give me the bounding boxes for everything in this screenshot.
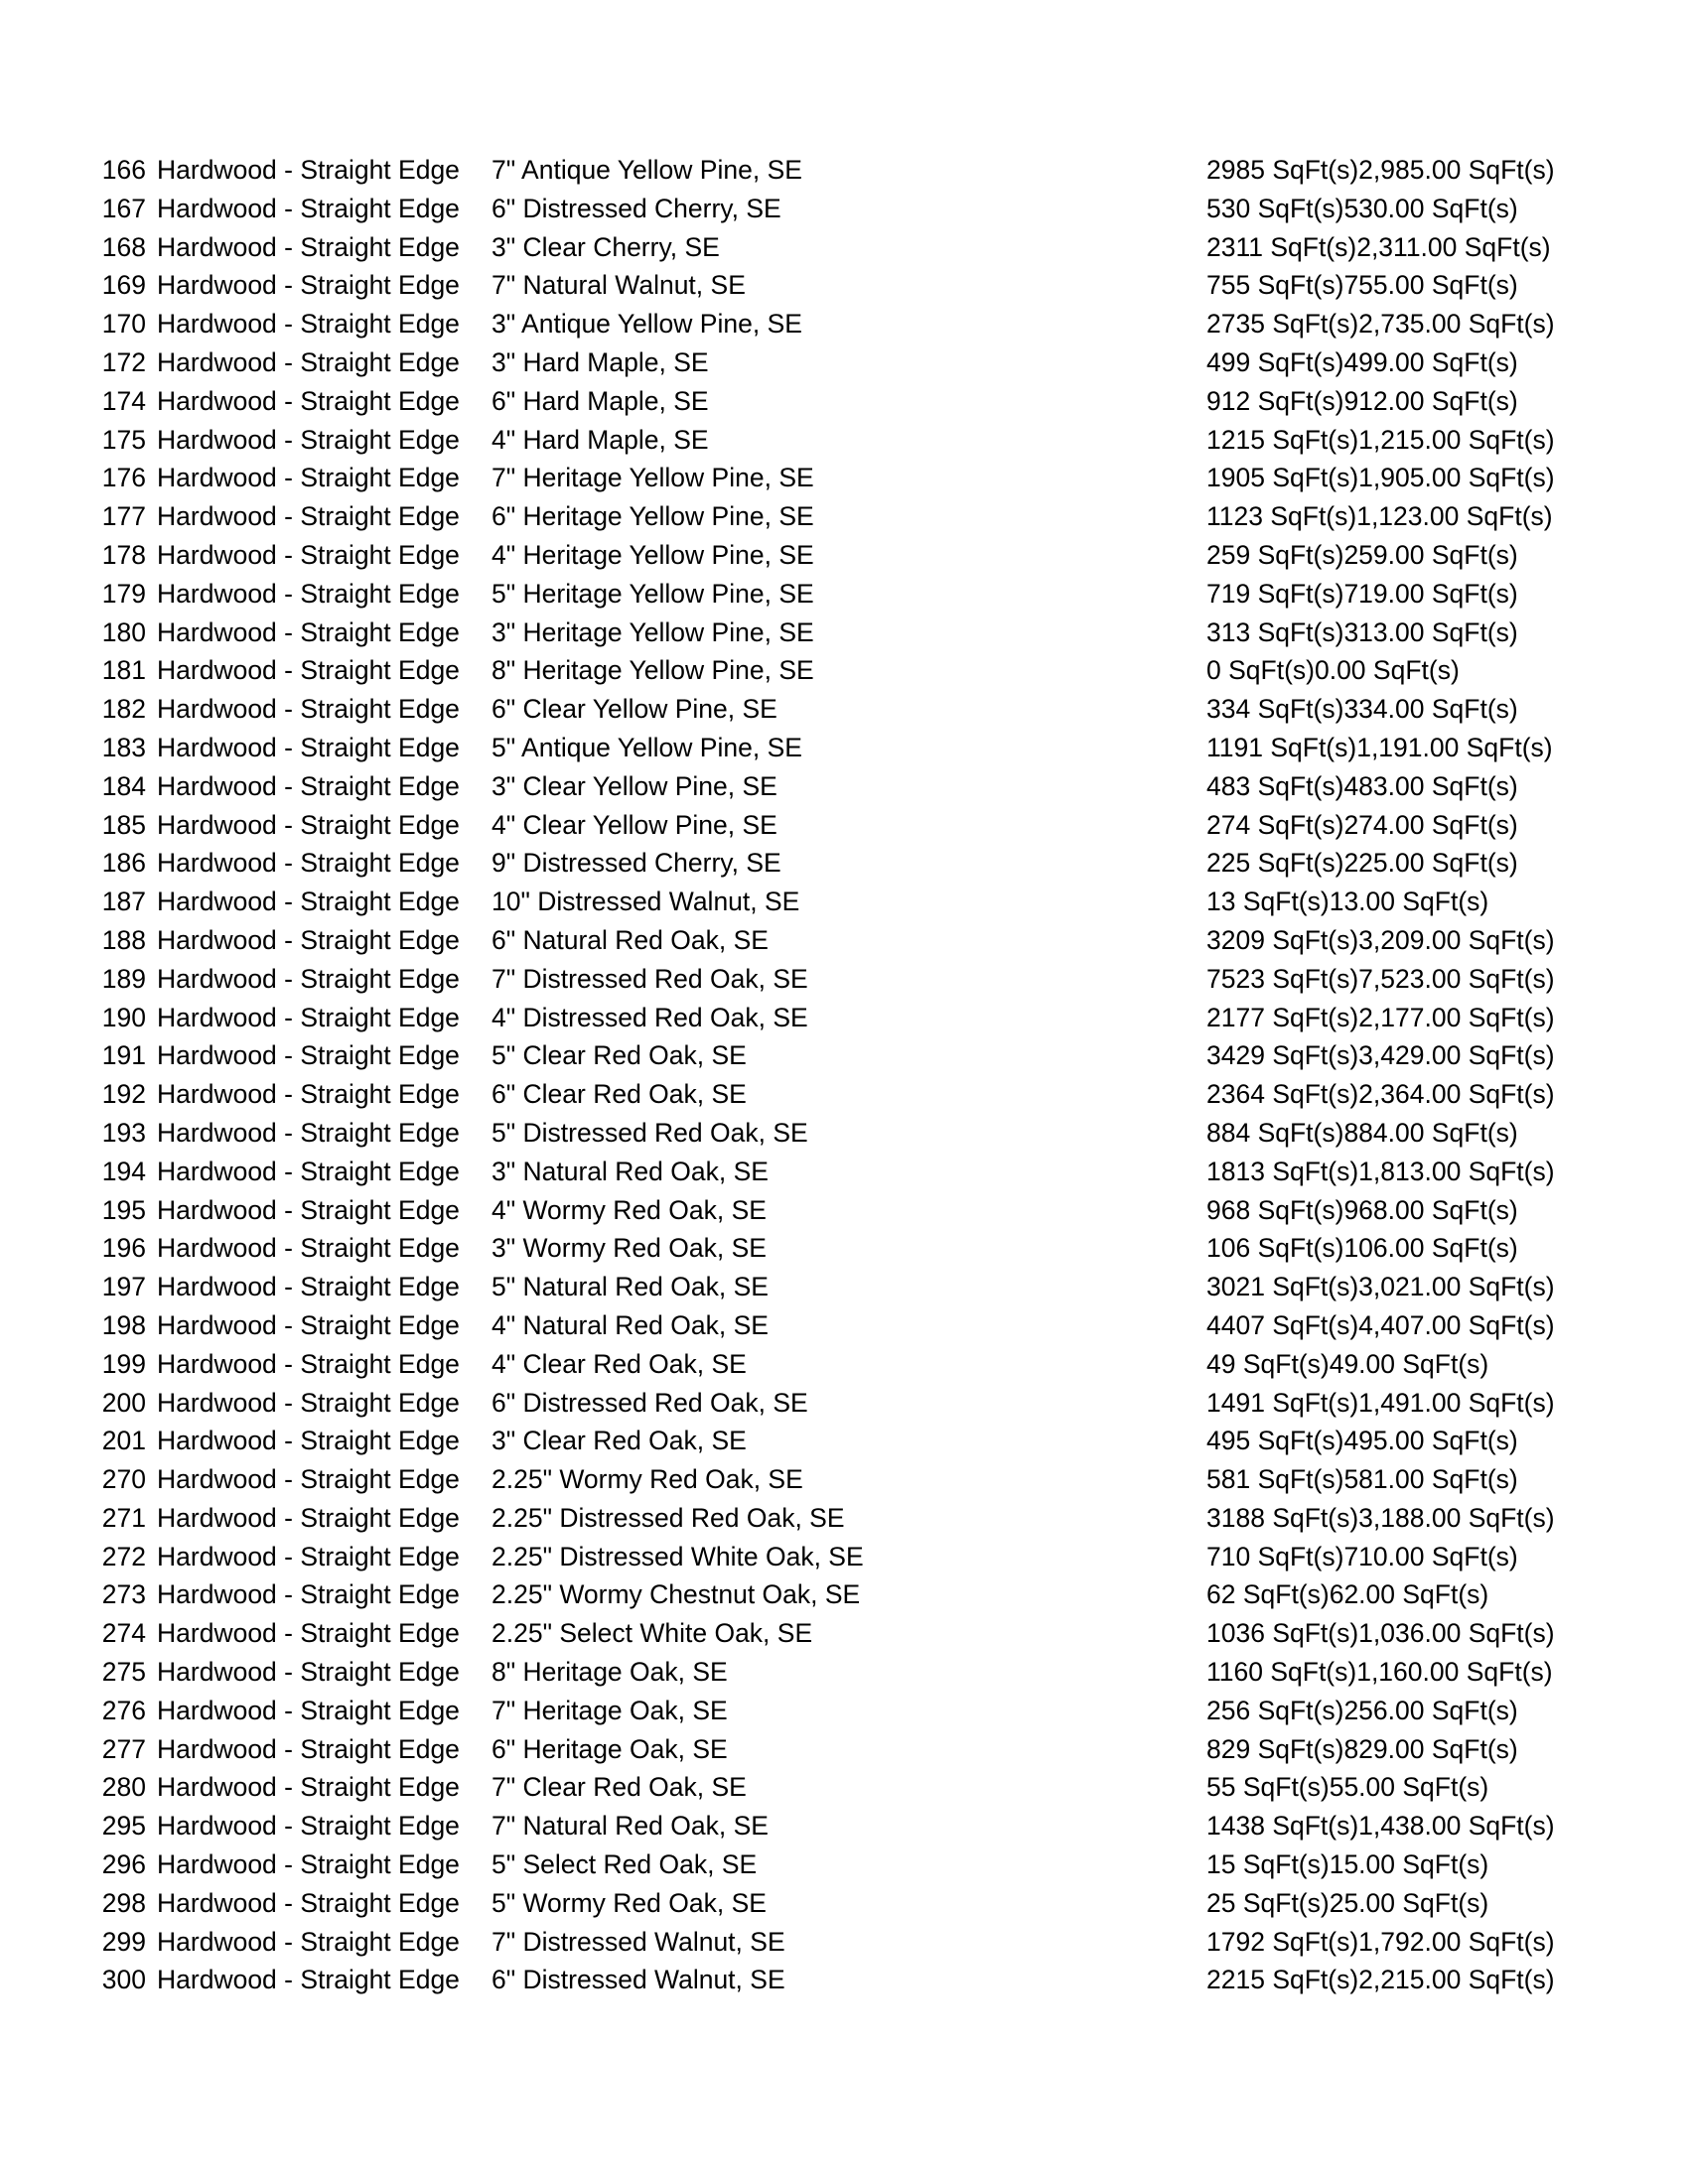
inventory-row	[0, 729, 1688, 767]
item-quantity: 1160 SqFt(s)1,160.00 SqFt(s)	[1206, 1657, 1553, 1688]
item-quantity: 334 SqFt(s)334.00 SqFt(s)	[1206, 694, 1518, 725]
item-description: 4" Hard Maple, SE	[492, 424, 709, 455]
item-category: Hardwood - Straight Edge	[157, 1156, 460, 1186]
item-quantity: 2311 SqFt(s)2,311.00 SqFt(s)	[1206, 231, 1551, 262]
inventory-row	[0, 228, 1688, 267]
item-category: Hardwood - Straight Edge	[157, 616, 460, 647]
item-number: 295	[101, 1811, 146, 1842]
item-quantity: 62 SqFt(s)62.00 SqFt(s)	[1206, 1579, 1489, 1610]
item-number: 276	[101, 1695, 146, 1725]
inventory-row	[0, 883, 1688, 921]
item-description: 5" Heritage Yellow Pine, SE	[492, 578, 814, 609]
item-number: 275	[101, 1657, 146, 1688]
inventory-row	[0, 1036, 1688, 1075]
item-quantity: 313 SqFt(s)313.00 SqFt(s)	[1206, 616, 1518, 647]
item-number: 299	[101, 1926, 146, 1957]
item-quantity: 2215 SqFt(s)2,215.00 SqFt(s)	[1206, 1965, 1555, 1995]
inventory-row	[0, 1345, 1688, 1384]
inventory-row	[0, 1268, 1688, 1306]
item-description: 2.25" Distressed White Oak, SE	[492, 1541, 864, 1571]
inventory-row	[0, 1538, 1688, 1576]
item-category: Hardwood - Straight Edge	[157, 1426, 460, 1456]
inventory-row	[0, 1460, 1688, 1499]
item-quantity: 719 SqFt(s)719.00 SqFt(s)	[1206, 578, 1518, 609]
item-category: Hardwood - Straight Edge	[157, 887, 460, 917]
inventory-row	[0, 497, 1688, 536]
item-quantity: 483 SqFt(s)483.00 SqFt(s)	[1206, 770, 1518, 801]
item-number: 172	[101, 346, 146, 377]
inventory-row	[0, 1807, 1688, 1845]
item-number: 296	[101, 1849, 146, 1880]
item-number: 193	[101, 1117, 146, 1148]
inventory-row	[0, 343, 1688, 382]
item-number: 272	[101, 1541, 146, 1571]
item-description: 4" Distressed Red Oak, SE	[492, 1002, 808, 1032]
item-description: 7" Distressed Red Oak, SE	[492, 963, 808, 994]
item-category: Hardwood - Straight Edge	[157, 1387, 460, 1418]
item-category: Hardwood - Straight Edge	[157, 1272, 460, 1302]
item-quantity: 829 SqFt(s)829.00 SqFt(s)	[1206, 1733, 1518, 1764]
inventory-row	[0, 536, 1688, 575]
inventory-row	[0, 1499, 1688, 1538]
item-description: 4" Heritage Yellow Pine, SE	[492, 539, 814, 570]
item-number: 300	[101, 1965, 146, 1995]
item-number: 298	[101, 1887, 146, 1918]
inventory-row	[0, 305, 1688, 343]
item-description: 8" Heritage Oak, SE	[492, 1657, 728, 1688]
inventory-row	[0, 1653, 1688, 1692]
item-quantity: 13 SqFt(s)13.00 SqFt(s)	[1206, 887, 1489, 917]
item-quantity: 3429 SqFt(s)3,429.00 SqFt(s)	[1206, 1040, 1555, 1071]
item-category: Hardwood - Straight Edge	[157, 385, 460, 416]
item-number: 182	[101, 694, 146, 725]
item-description: 3" Clear Red Oak, SE	[492, 1426, 747, 1456]
inventory-list	[0, 151, 1688, 1999]
item-description: 5" Clear Red Oak, SE	[492, 1040, 747, 1071]
item-quantity: 274 SqFt(s)274.00 SqFt(s)	[1206, 809, 1518, 840]
item-quantity: 710 SqFt(s)710.00 SqFt(s)	[1206, 1541, 1518, 1571]
inventory-row	[0, 575, 1688, 614]
inventory-row	[0, 921, 1688, 960]
item-quantity: 499 SqFt(s)499.00 SqFt(s)	[1206, 346, 1518, 377]
inventory-row	[0, 651, 1688, 690]
item-category: Hardwood - Straight Edge	[157, 1733, 460, 1764]
item-category: Hardwood - Straight Edge	[157, 270, 460, 301]
item-category: Hardwood - Straight Edge	[157, 1464, 460, 1495]
item-number: 191	[101, 1040, 146, 1071]
inventory-row	[0, 382, 1688, 421]
item-number: 194	[101, 1156, 146, 1186]
item-category: Hardwood - Straight Edge	[157, 732, 460, 762]
item-category: Hardwood - Straight Edge	[157, 231, 460, 262]
item-description: 6" Distressed Walnut, SE	[492, 1965, 785, 1995]
item-description: 3" Hard Maple, SE	[492, 346, 709, 377]
item-number: 189	[101, 963, 146, 994]
inventory-row	[0, 1306, 1688, 1345]
item-description: 5" Distressed Red Oak, SE	[492, 1117, 808, 1148]
item-description: 8" Heritage Yellow Pine, SE	[492, 655, 814, 686]
item-description: 4" Clear Red Oak, SE	[492, 1348, 747, 1379]
inventory-row	[0, 1730, 1688, 1769]
item-description: 6" Clear Yellow Pine, SE	[492, 694, 777, 725]
item-quantity: 1123 SqFt(s)1,123.00 SqFt(s)	[1206, 501, 1553, 532]
item-category: Hardwood - Straight Edge	[157, 770, 460, 801]
item-number: 186	[101, 848, 146, 879]
item-quantity: 1905 SqFt(s)1,905.00 SqFt(s)	[1206, 463, 1555, 493]
item-number: 169	[101, 270, 146, 301]
item-category: Hardwood - Straight Edge	[157, 1309, 460, 1340]
item-category: Hardwood - Straight Edge	[157, 424, 460, 455]
inventory-row	[0, 1075, 1688, 1114]
item-number: 271	[101, 1502, 146, 1533]
item-quantity: 755 SqFt(s)755.00 SqFt(s)	[1206, 270, 1518, 301]
item-category: Hardwood - Straight Edge	[157, 1348, 460, 1379]
item-number: 184	[101, 770, 146, 801]
item-category: Hardwood - Straight Edge	[157, 809, 460, 840]
item-category: Hardwood - Straight Edge	[157, 963, 460, 994]
item-category: Hardwood - Straight Edge	[157, 1849, 460, 1880]
item-category: Hardwood - Straight Edge	[157, 1772, 460, 1803]
item-quantity: 1438 SqFt(s)1,438.00 SqFt(s)	[1206, 1811, 1555, 1842]
item-quantity: 1813 SqFt(s)1,813.00 SqFt(s)	[1206, 1156, 1555, 1186]
inventory-row	[0, 960, 1688, 999]
item-description: 7" Natural Red Oak, SE	[492, 1811, 769, 1842]
inventory-row	[0, 1422, 1688, 1460]
inventory-row	[0, 1153, 1688, 1191]
item-quantity: 3209 SqFt(s)3,209.00 SqFt(s)	[1206, 924, 1555, 955]
item-number: 201	[101, 1426, 146, 1456]
item-number: 174	[101, 385, 146, 416]
inventory-row	[0, 1923, 1688, 1962]
item-number: 273	[101, 1579, 146, 1610]
item-number: 196	[101, 1233, 146, 1264]
item-description: 2.25" Wormy Red Oak, SE	[492, 1464, 803, 1495]
item-description: 3" Clear Cherry, SE	[492, 231, 720, 262]
inventory-row	[0, 421, 1688, 460]
item-quantity: 1215 SqFt(s)1,215.00 SqFt(s)	[1206, 424, 1555, 455]
item-category: Hardwood - Straight Edge	[157, 1079, 460, 1110]
inventory-row	[0, 1114, 1688, 1153]
item-number: 181	[101, 655, 146, 686]
item-number: 185	[101, 809, 146, 840]
item-quantity: 1036 SqFt(s)1,036.00 SqFt(s)	[1206, 1618, 1555, 1649]
item-description: 10" Distressed Walnut, SE	[492, 887, 800, 917]
item-number: 167	[101, 193, 146, 223]
item-description: 3" Antique Yellow Pine, SE	[492, 309, 802, 340]
item-description: 9" Distressed Cherry, SE	[492, 848, 781, 879]
item-description: 2.25" Distressed Red Oak, SE	[492, 1502, 845, 1533]
item-number: 190	[101, 1002, 146, 1032]
inventory-row	[0, 767, 1688, 806]
item-description: 7" Heritage Oak, SE	[492, 1695, 728, 1725]
item-description: 5" Wormy Red Oak, SE	[492, 1887, 767, 1918]
item-description: 7" Distressed Walnut, SE	[492, 1926, 785, 1957]
item-number: 188	[101, 924, 146, 955]
item-category: Hardwood - Straight Edge	[157, 578, 460, 609]
item-category: Hardwood - Straight Edge	[157, 463, 460, 493]
item-description: 7" Heritage Yellow Pine, SE	[492, 463, 814, 493]
inventory-row	[0, 1961, 1688, 1999]
item-quantity: 4407 SqFt(s)4,407.00 SqFt(s)	[1206, 1309, 1555, 1340]
item-number: 195	[101, 1194, 146, 1225]
inventory-row	[0, 1191, 1688, 1230]
item-category: Hardwood - Straight Edge	[157, 1541, 460, 1571]
item-number: 277	[101, 1733, 146, 1764]
item-quantity: 49 SqFt(s)49.00 SqFt(s)	[1206, 1348, 1489, 1379]
item-number: 280	[101, 1772, 146, 1803]
item-quantity: 2364 SqFt(s)2,364.00 SqFt(s)	[1206, 1079, 1555, 1110]
item-description: 6" Distressed Red Oak, SE	[492, 1387, 808, 1418]
inventory-row	[0, 844, 1688, 883]
inventory-row	[0, 1229, 1688, 1268]
inventory-row	[0, 614, 1688, 652]
item-description: 7" Clear Red Oak, SE	[492, 1772, 747, 1803]
item-description: 6" Distressed Cherry, SE	[492, 193, 781, 223]
item-number: 176	[101, 463, 146, 493]
item-number: 187	[101, 887, 146, 917]
item-description: 6" Natural Red Oak, SE	[492, 924, 769, 955]
item-category: Hardwood - Straight Edge	[157, 694, 460, 725]
item-number: 199	[101, 1348, 146, 1379]
inventory-row	[0, 999, 1688, 1037]
item-number: 177	[101, 501, 146, 532]
item-category: Hardwood - Straight Edge	[157, 655, 460, 686]
item-number: 170	[101, 309, 146, 340]
item-description: 7" Natural Walnut, SE	[492, 270, 746, 301]
item-description: 3" Heritage Yellow Pine, SE	[492, 616, 814, 647]
inventory-row	[0, 266, 1688, 305]
item-description: 5" Natural Red Oak, SE	[492, 1272, 769, 1302]
item-category: Hardwood - Straight Edge	[157, 1887, 460, 1918]
item-number: 192	[101, 1079, 146, 1110]
item-number: 168	[101, 231, 146, 262]
item-description: 2.25" Wormy Chestnut Oak, SE	[492, 1579, 861, 1610]
item-category: Hardwood - Straight Edge	[157, 1194, 460, 1225]
item-description: 2.25" Select White Oak, SE	[492, 1618, 813, 1649]
item-quantity: 259 SqFt(s)259.00 SqFt(s)	[1206, 539, 1518, 570]
item-description: 6" Clear Red Oak, SE	[492, 1079, 747, 1110]
inventory-row	[0, 1768, 1688, 1807]
item-quantity: 968 SqFt(s)968.00 SqFt(s)	[1206, 1194, 1518, 1225]
item-quantity: 530 SqFt(s)530.00 SqFt(s)	[1206, 193, 1518, 223]
item-quantity: 7523 SqFt(s)7,523.00 SqFt(s)	[1206, 963, 1555, 994]
item-category: Hardwood - Straight Edge	[157, 1233, 460, 1264]
item-category: Hardwood - Straight Edge	[157, 1618, 460, 1649]
inventory-row	[0, 1614, 1688, 1653]
inventory-row	[0, 151, 1688, 190]
item-number: 198	[101, 1309, 146, 1340]
item-category: Hardwood - Straight Edge	[157, 346, 460, 377]
item-category: Hardwood - Straight Edge	[157, 1657, 460, 1688]
item-category: Hardwood - Straight Edge	[157, 193, 460, 223]
item-category: Hardwood - Straight Edge	[157, 1965, 460, 1995]
item-number: 179	[101, 578, 146, 609]
item-quantity: 0 SqFt(s)0.00 SqFt(s)	[1206, 655, 1460, 686]
item-category: Hardwood - Straight Edge	[157, 1117, 460, 1148]
inventory-row	[0, 690, 1688, 729]
item-description: 6" Hard Maple, SE	[492, 385, 709, 416]
item-description: 7" Antique Yellow Pine, SE	[492, 155, 802, 185]
item-category: Hardwood - Straight Edge	[157, 539, 460, 570]
item-description: 4" Clear Yellow Pine, SE	[492, 809, 777, 840]
item-quantity: 3021 SqFt(s)3,021.00 SqFt(s)	[1206, 1272, 1555, 1302]
item-category: Hardwood - Straight Edge	[157, 309, 460, 340]
item-category: Hardwood - Straight Edge	[157, 1002, 460, 1032]
item-description: 3" Wormy Red Oak, SE	[492, 1233, 767, 1264]
item-category: Hardwood - Straight Edge	[157, 1579, 460, 1610]
item-description: 6" Heritage Yellow Pine, SE	[492, 501, 814, 532]
item-number: 175	[101, 424, 146, 455]
item-quantity: 106 SqFt(s)106.00 SqFt(s)	[1206, 1233, 1518, 1264]
item-description: 5" Antique Yellow Pine, SE	[492, 732, 802, 762]
item-category: Hardwood - Straight Edge	[157, 1926, 460, 1957]
item-quantity: 1191 SqFt(s)1,191.00 SqFt(s)	[1206, 732, 1553, 762]
item-quantity: 884 SqFt(s)884.00 SqFt(s)	[1206, 1117, 1518, 1148]
item-number: 178	[101, 539, 146, 570]
item-description: 4" Wormy Red Oak, SE	[492, 1194, 767, 1225]
item-category: Hardwood - Straight Edge	[157, 1695, 460, 1725]
item-quantity: 2985 SqFt(s)2,985.00 SqFt(s)	[1206, 155, 1555, 185]
item-number: 180	[101, 616, 146, 647]
item-quantity: 55 SqFt(s)55.00 SqFt(s)	[1206, 1772, 1489, 1803]
item-category: Hardwood - Straight Edge	[157, 155, 460, 185]
item-quantity: 1491 SqFt(s)1,491.00 SqFt(s)	[1206, 1387, 1555, 1418]
item-description: 3" Clear Yellow Pine, SE	[492, 770, 777, 801]
item-quantity: 3188 SqFt(s)3,188.00 SqFt(s)	[1206, 1502, 1555, 1533]
item-category: Hardwood - Straight Edge	[157, 1040, 460, 1071]
inventory-row	[0, 1845, 1688, 1884]
item-number: 200	[101, 1387, 146, 1418]
item-description: 6" Heritage Oak, SE	[492, 1733, 728, 1764]
item-number: 270	[101, 1464, 146, 1495]
inventory-row	[0, 1884, 1688, 1923]
item-category: Hardwood - Straight Edge	[157, 924, 460, 955]
item-quantity: 495 SqFt(s)495.00 SqFt(s)	[1206, 1426, 1518, 1456]
item-number: 183	[101, 732, 146, 762]
item-quantity: 25 SqFt(s)25.00 SqFt(s)	[1206, 1887, 1489, 1918]
inventory-row	[0, 1692, 1688, 1730]
item-description: 3" Natural Red Oak, SE	[492, 1156, 769, 1186]
item-quantity: 15 SqFt(s)15.00 SqFt(s)	[1206, 1849, 1489, 1880]
item-quantity: 912 SqFt(s)912.00 SqFt(s)	[1206, 385, 1518, 416]
inventory-row	[0, 1575, 1688, 1614]
item-category: Hardwood - Straight Edge	[157, 1811, 460, 1842]
inventory-row	[0, 1384, 1688, 1423]
item-category: Hardwood - Straight Edge	[157, 848, 460, 879]
item-quantity: 581 SqFt(s)581.00 SqFt(s)	[1206, 1464, 1518, 1495]
item-number: 166	[101, 155, 146, 185]
item-quantity: 256 SqFt(s)256.00 SqFt(s)	[1206, 1695, 1518, 1725]
item-number: 274	[101, 1618, 146, 1649]
item-category: Hardwood - Straight Edge	[157, 1502, 460, 1533]
item-quantity: 2735 SqFt(s)2,735.00 SqFt(s)	[1206, 309, 1555, 340]
inventory-row	[0, 806, 1688, 845]
item-quantity: 1792 SqFt(s)1,792.00 SqFt(s)	[1206, 1926, 1555, 1957]
item-quantity: 225 SqFt(s)225.00 SqFt(s)	[1206, 848, 1518, 879]
item-category: Hardwood - Straight Edge	[157, 501, 460, 532]
item-description: 5" Select Red Oak, SE	[492, 1849, 758, 1880]
item-quantity: 2177 SqFt(s)2,177.00 SqFt(s)	[1206, 1002, 1555, 1032]
item-number: 197	[101, 1272, 146, 1302]
item-description: 4" Natural Red Oak, SE	[492, 1309, 769, 1340]
inventory-row	[0, 459, 1688, 497]
inventory-row	[0, 190, 1688, 228]
